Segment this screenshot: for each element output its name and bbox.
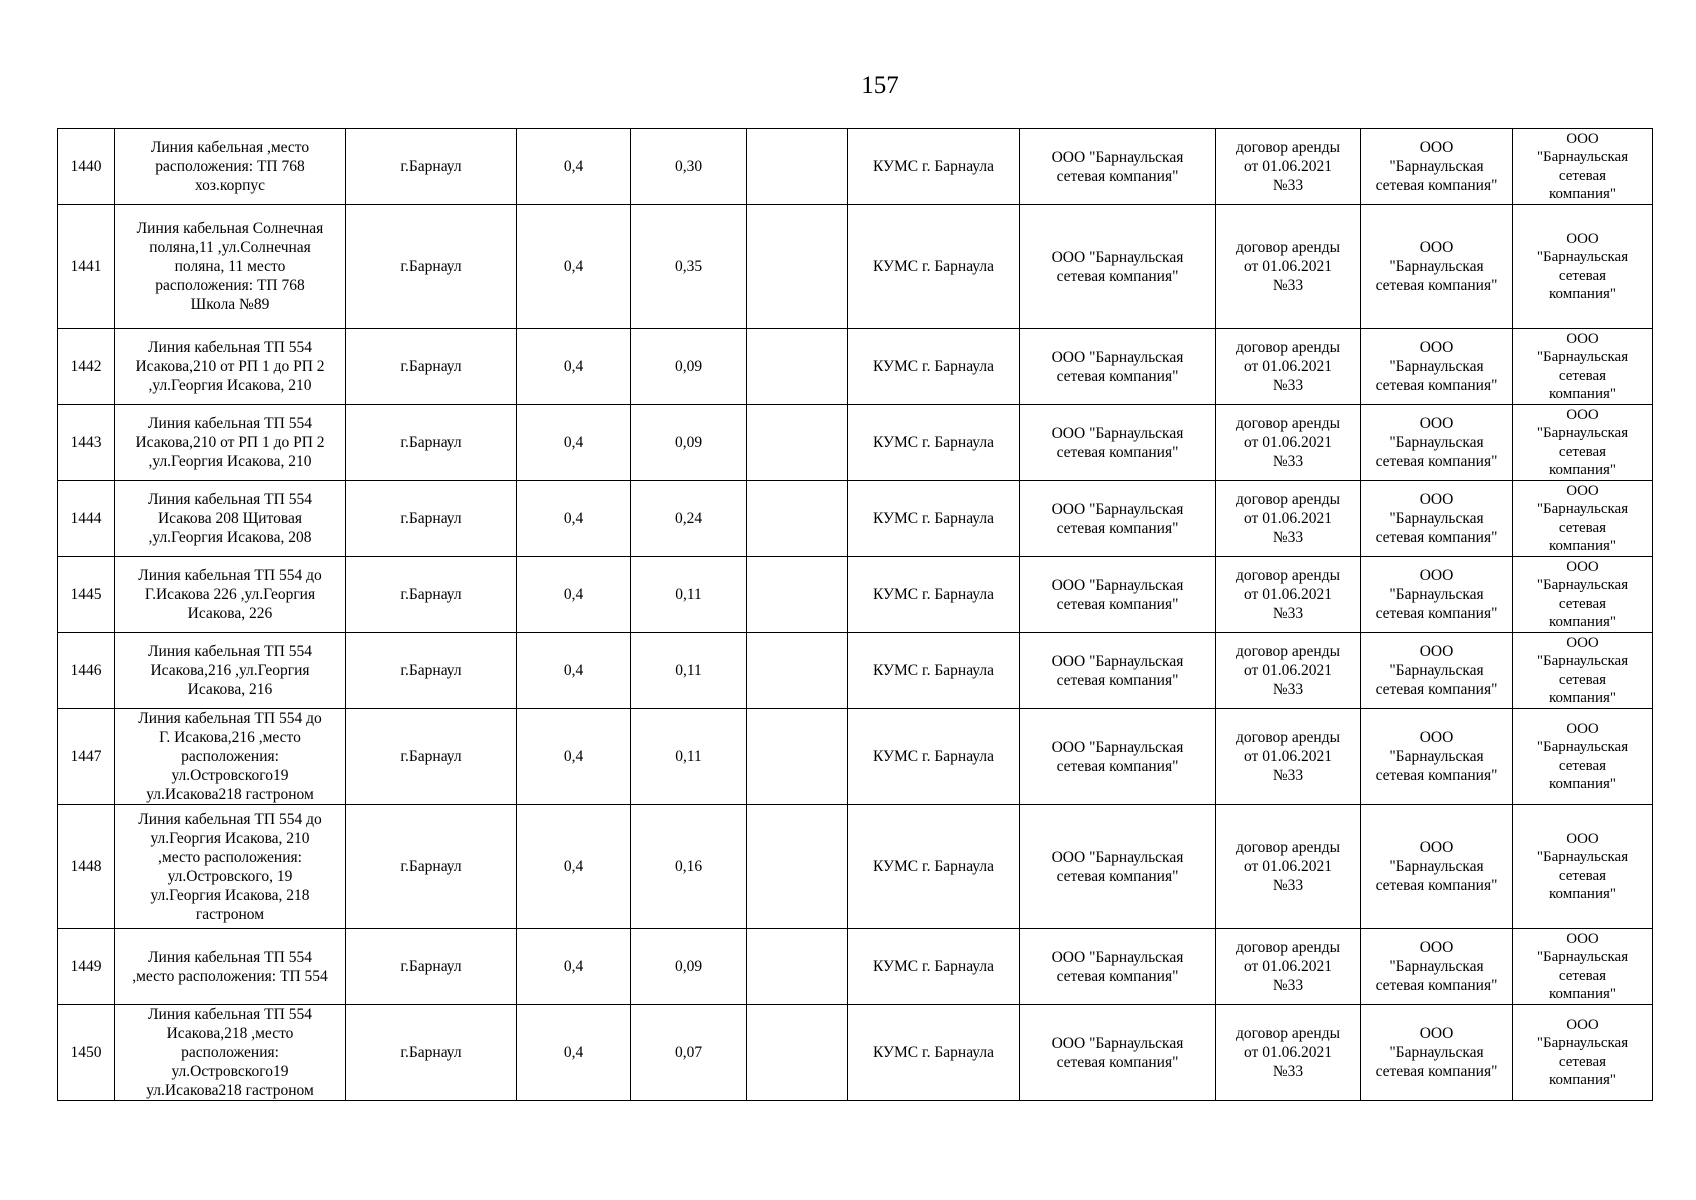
cell-empty xyxy=(747,633,848,709)
cell-voltage: 0,4 xyxy=(517,1005,631,1101)
cell-voltage: 0,4 xyxy=(517,929,631,1005)
cell-operator xyxy=(1361,633,1513,709)
cell-name xyxy=(115,129,346,205)
cell-name xyxy=(115,633,346,709)
cell-contract-text: договор аренды от 01.06.2021 №33 xyxy=(1235,567,1341,622)
cell-length: 0,07 xyxy=(631,1005,747,1101)
cell-number: 1448 xyxy=(58,805,115,929)
cell-operator-text: ООО "Барнаульская сетевая компания" xyxy=(1375,643,1498,698)
cell-number: 1449 xyxy=(58,929,115,1005)
cell-name-text: Линия кабельная ТП 554 Исакова,218 ,место расположения: ул.Островского19 ул.Исакова218 гастроном xyxy=(146,1006,314,1099)
cell-owner: КУМС г. Барнаула xyxy=(848,805,1020,929)
cell-org-text: ООО "Барнаульская сетевая компания" xyxy=(1536,1016,1629,1088)
cell-name-text: Линия кабельная ТП 554 ,место расположения: ТП 554 xyxy=(132,948,328,985)
cell-voltage: 0,4 xyxy=(517,405,631,481)
cell-name-text: Линия кабельная ,место расположения: ТП 768 хоз.корпус xyxy=(150,139,310,194)
cell-length: 0,09 xyxy=(631,929,747,1005)
cell-contract xyxy=(1216,1005,1361,1101)
cell-org-text: ООО "Барнаульская сетевая компания" xyxy=(1536,830,1629,902)
cell-contract-text: договор аренды от 01.06.2021 №33 xyxy=(1235,415,1341,470)
cell-holder-text: ООО "Барнаульская сетевая компания" xyxy=(1051,248,1184,285)
cell-contract-text: договор аренды от 01.06.2021 №33 xyxy=(1235,239,1341,294)
cell-number: 1447 xyxy=(58,709,115,805)
cell-name xyxy=(115,1005,346,1101)
cell-length: 0,11 xyxy=(631,709,747,805)
cell-length: 0,16 xyxy=(631,805,747,929)
cell-name-text: Линия кабельная ТП 554 до Г. Исакова,216 ,место расположения: ул.Островского19 ул.Исакова218 гастроном xyxy=(138,710,322,803)
cell-number: 1445 xyxy=(58,557,115,633)
cell-org xyxy=(1513,805,1653,929)
cell-city: г.Барнаул xyxy=(346,805,517,929)
cell-org xyxy=(1513,633,1653,709)
cell-name xyxy=(115,329,346,405)
registry-table xyxy=(57,128,1653,1101)
cell-operator xyxy=(1361,557,1513,633)
cell-contract xyxy=(1216,709,1361,805)
cell-owner: КУМС г. Барнаула xyxy=(848,329,1020,405)
cell-operator-text: ООО "Барнаульская сетевая компания" xyxy=(1375,729,1498,784)
cell-contract xyxy=(1216,557,1361,633)
cell-number: 1440 xyxy=(58,129,115,205)
cell-owner: КУМС г. Барнаула xyxy=(848,929,1020,1005)
cell-city: г.Барнаул xyxy=(346,633,517,709)
cell-name xyxy=(115,481,346,557)
cell-operator xyxy=(1361,481,1513,557)
table-row xyxy=(58,481,1653,557)
cell-contract-text: договор аренды от 01.06.2021 №33 xyxy=(1235,839,1341,894)
cell-holder xyxy=(1020,805,1216,929)
table-row xyxy=(58,633,1653,709)
cell-holder-text: ООО "Барнаульская сетевая компания" xyxy=(1051,948,1184,985)
cell-org-text: ООО "Барнаульская сетевая компания" xyxy=(1536,930,1629,1002)
cell-org xyxy=(1513,205,1653,329)
table-row xyxy=(58,405,1653,481)
cell-holder-text: ООО "Барнаульская сетевая компания" xyxy=(1051,500,1184,537)
cell-number: 1450 xyxy=(58,1005,115,1101)
cell-operator-text: ООО "Барнаульская сетевая компания" xyxy=(1375,415,1498,470)
cell-contract xyxy=(1216,129,1361,205)
cell-name xyxy=(115,205,346,329)
cell-contract-text: договор аренды от 01.06.2021 №33 xyxy=(1235,643,1341,698)
cell-owner: КУМС г. Барнаула xyxy=(848,633,1020,709)
cell-owner: КУМС г. Барнаула xyxy=(848,129,1020,205)
cell-org-text: ООО "Барнаульская сетевая компания" xyxy=(1536,720,1629,792)
cell-holder-text: ООО "Барнаульская сетевая компания" xyxy=(1051,848,1184,885)
table-row xyxy=(58,1005,1653,1101)
cell-empty xyxy=(747,329,848,405)
cell-org-text: ООО "Барнаульская сетевая компания" xyxy=(1536,558,1629,630)
cell-holder-text: ООО "Барнаульская сетевая компания" xyxy=(1051,424,1184,461)
cell-voltage: 0,4 xyxy=(517,205,631,329)
cell-org xyxy=(1513,557,1653,633)
cell-length: 0,09 xyxy=(631,405,747,481)
cell-contract xyxy=(1216,929,1361,1005)
cell-operator-text: ООО "Барнаульская сетевая компания" xyxy=(1375,567,1498,622)
cell-holder xyxy=(1020,481,1216,557)
cell-voltage: 0,4 xyxy=(517,481,631,557)
cell-contract xyxy=(1216,205,1361,329)
cell-number: 1441 xyxy=(58,205,115,329)
page-number: 157 xyxy=(861,72,899,99)
cell-voltage: 0,4 xyxy=(517,329,631,405)
cell-name-text: Линия кабельная Солнечная поляна,11 ,ул.Солнечная поляна, 11 место расположения: ТП 768 Школа №89 xyxy=(136,220,324,313)
cell-empty xyxy=(747,129,848,205)
cell-number: 1446 xyxy=(58,633,115,709)
cell-holder-text: ООО "Барнаульская сетевая компания" xyxy=(1051,652,1184,689)
cell-length: 0,11 xyxy=(631,557,747,633)
cell-name xyxy=(115,557,346,633)
cell-operator-text: ООО "Барнаульская сетевая компания" xyxy=(1375,939,1498,994)
cell-length: 0,09 xyxy=(631,329,747,405)
cell-operator-text: ООО "Барнаульская сетевая компания" xyxy=(1375,1025,1498,1080)
cell-name-text: Линия кабельная ТП 554 до ул.Георгия Исакова, 210 ,место расположения: ул.Островского, 19 ул.Георгия Исакова, 218 гастроном xyxy=(138,810,322,923)
cell-org xyxy=(1513,405,1653,481)
cell-city: г.Барнаул xyxy=(346,709,517,805)
cell-org xyxy=(1513,129,1653,205)
cell-contract xyxy=(1216,633,1361,709)
cell-operator-text: ООО "Барнаульская сетевая компания" xyxy=(1375,239,1498,294)
cell-number: 1442 xyxy=(58,329,115,405)
cell-length: 0,24 xyxy=(631,481,747,557)
cell-city: г.Барнаул xyxy=(346,405,517,481)
table-row xyxy=(58,557,1653,633)
cell-name-text: Линия кабельная ТП 554 Исакова,210 от РП 1 до РП 2 ,ул.Георгия Исакова, 210 xyxy=(135,339,325,394)
cell-city: г.Барнаул xyxy=(346,481,517,557)
cell-empty xyxy=(747,805,848,929)
cell-voltage: 0,4 xyxy=(517,557,631,633)
cell-owner: КУМС г. Барнаула xyxy=(848,557,1020,633)
cell-contract-text: договор аренды от 01.06.2021 №33 xyxy=(1235,491,1341,546)
cell-org xyxy=(1513,709,1653,805)
table-row xyxy=(58,805,1653,929)
cell-holder xyxy=(1020,1005,1216,1101)
cell-number: 1443 xyxy=(58,405,115,481)
cell-holder-text: ООО "Барнаульская сетевая компания" xyxy=(1051,738,1184,775)
cell-name xyxy=(115,929,346,1005)
cell-empty xyxy=(747,709,848,805)
cell-operator xyxy=(1361,929,1513,1005)
cell-empty xyxy=(747,481,848,557)
cell-name-text: Линия кабельная ТП 554 Исакова 208 Щитовая ,ул.Георгия Исакова, 208 xyxy=(148,491,312,546)
table-row xyxy=(58,129,1653,205)
cell-empty xyxy=(747,557,848,633)
cell-org-text: ООО "Барнаульская сетевая компания" xyxy=(1536,406,1629,478)
cell-operator-text: ООО "Барнаульская сетевая компания" xyxy=(1375,339,1498,394)
cell-owner: КУМС г. Барнаула xyxy=(848,709,1020,805)
cell-empty xyxy=(747,405,848,481)
cell-org xyxy=(1513,329,1653,405)
cell-contract-text: договор аренды от 01.06.2021 №33 xyxy=(1235,1025,1341,1080)
cell-operator-text: ООО "Барнаульская сетевая компания" xyxy=(1375,839,1498,894)
table-row xyxy=(58,205,1653,329)
cell-holder xyxy=(1020,205,1216,329)
table-row xyxy=(58,929,1653,1005)
cell-contract xyxy=(1216,805,1361,929)
cell-voltage: 0,4 xyxy=(517,129,631,205)
cell-empty xyxy=(747,205,848,329)
cell-name xyxy=(115,709,346,805)
cell-contract-text: договор аренды от 01.06.2021 №33 xyxy=(1235,939,1341,994)
cell-owner: КУМС г. Барнаула xyxy=(848,1005,1020,1101)
cell-length: 0,30 xyxy=(631,129,747,205)
cell-length: 0,35 xyxy=(631,205,747,329)
cell-voltage: 0,4 xyxy=(517,805,631,929)
cell-holder xyxy=(1020,405,1216,481)
cell-operator xyxy=(1361,129,1513,205)
cell-contract-text: договор аренды от 01.06.2021 №33 xyxy=(1235,339,1341,394)
cell-holder-text: ООО "Барнаульская сетевая компания" xyxy=(1051,348,1184,385)
cell-contract xyxy=(1216,405,1361,481)
cell-org xyxy=(1513,1005,1653,1101)
cell-holder xyxy=(1020,329,1216,405)
cell-city: г.Барнаул xyxy=(346,205,517,329)
cell-operator xyxy=(1361,205,1513,329)
cell-holder xyxy=(1020,929,1216,1005)
cell-org xyxy=(1513,929,1653,1005)
cell-name-text: Линия кабельная ТП 554 Исакова,210 от РП 1 до РП 2 ,ул.Георгия Исакова, 210 xyxy=(135,415,325,470)
cell-holder xyxy=(1020,129,1216,205)
cell-city: г.Барнаул xyxy=(346,557,517,633)
cell-city: г.Барнаул xyxy=(346,929,517,1005)
cell-contract xyxy=(1216,329,1361,405)
cell-contract-text: договор аренды от 01.06.2021 №33 xyxy=(1235,729,1341,784)
cell-org-text: ООО "Барнаульская сетевая компания" xyxy=(1536,130,1629,202)
cell-org-text: ООО "Барнаульская сетевая компания" xyxy=(1536,230,1629,302)
cell-name xyxy=(115,805,346,929)
cell-owner: КУМС г. Барнаула xyxy=(848,205,1020,329)
table-row xyxy=(58,709,1653,805)
cell-name-text: Линия кабельная ТП 554 до Г.Исакова 226 ,ул.Георгия Исакова, 226 xyxy=(138,567,322,622)
cell-empty xyxy=(747,929,848,1005)
cell-name xyxy=(115,405,346,481)
cell-length: 0,11 xyxy=(631,633,747,709)
cell-operator xyxy=(1361,709,1513,805)
cell-holder-text: ООО "Барнаульская сетевая компания" xyxy=(1051,1034,1184,1071)
cell-city: г.Барнаул xyxy=(346,1005,517,1101)
cell-holder-text: ООО "Барнаульская сетевая компания" xyxy=(1051,576,1184,613)
cell-city: г.Барнаул xyxy=(346,329,517,405)
cell-operator xyxy=(1361,405,1513,481)
cell-org-text: ООО "Барнаульская сетевая компания" xyxy=(1536,330,1629,402)
cell-operator xyxy=(1361,1005,1513,1101)
cell-number: 1444 xyxy=(58,481,115,557)
cell-operator xyxy=(1361,329,1513,405)
cell-contract xyxy=(1216,481,1361,557)
cell-owner: КУМС г. Барнаула xyxy=(848,405,1020,481)
cell-contract-text: договор аренды от 01.06.2021 №33 xyxy=(1235,139,1341,194)
cell-empty xyxy=(747,1005,848,1101)
cell-operator xyxy=(1361,805,1513,929)
cell-org-text: ООО "Барнаульская сетевая компания" xyxy=(1536,482,1629,554)
cell-operator-text: ООО "Барнаульская сетевая компания" xyxy=(1375,491,1498,546)
cell-name-text: Линия кабельная ТП 554 Исакова,216 ,ул.Георгия Исакова, 216 xyxy=(148,643,312,698)
cell-holder xyxy=(1020,633,1216,709)
cell-holder xyxy=(1020,557,1216,633)
cell-holder xyxy=(1020,709,1216,805)
cell-operator-text: ООО "Барнаульская сетевая компания" xyxy=(1375,139,1498,194)
cell-holder-text: ООО "Барнаульская сетевая компания" xyxy=(1051,148,1184,185)
cell-city: г.Барнаул xyxy=(346,129,517,205)
cell-org xyxy=(1513,481,1653,557)
table-row xyxy=(58,329,1653,405)
cell-org-text: ООО "Барнаульская сетевая компания" xyxy=(1536,634,1629,706)
cell-voltage: 0,4 xyxy=(517,709,631,805)
cell-voltage: 0,4 xyxy=(517,633,631,709)
cell-owner: КУМС г. Барнаула xyxy=(848,481,1020,557)
